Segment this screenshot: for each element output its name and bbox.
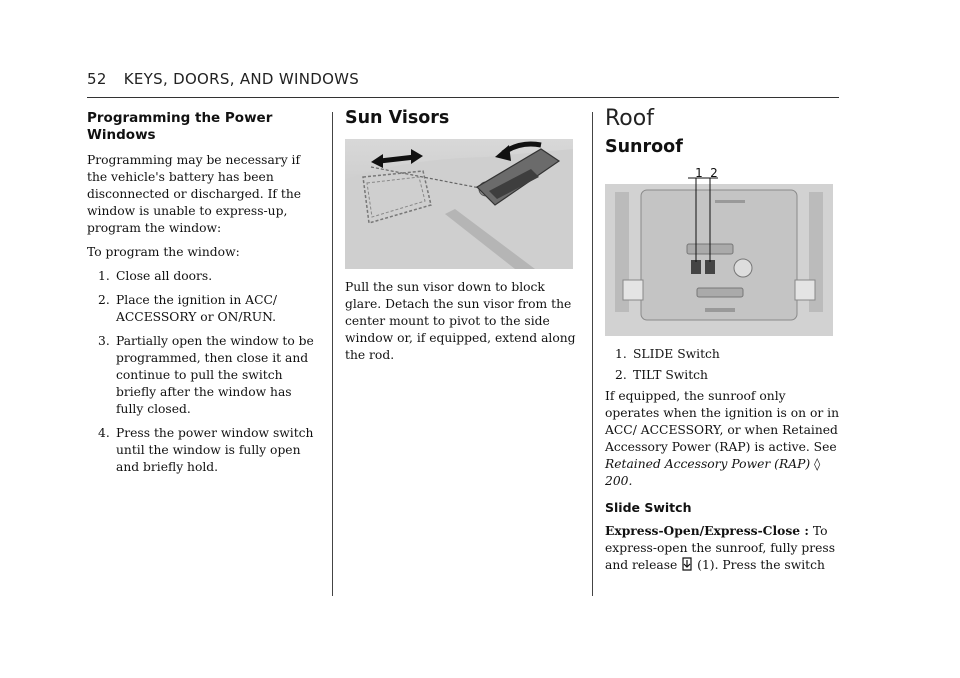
step-text: Place the ignition in ACC/ ACCESSORY or ON/RUN. (116, 293, 278, 324)
list-item (87, 292, 319, 326)
term-body: To express-open the sunroof, fully press and release (605, 524, 836, 572)
paragraph-intro: Programming may be necessary if the vehicle's battery has been disconnected or discharged. If the window is unable to express-up, program the window: (87, 153, 302, 235)
legend-text: TILT Switch (633, 368, 708, 382)
column-divider (592, 112, 593, 596)
paragraph-sunroof-text: If equipped, the sunroof only operates when the ignition is on or in ACC/ ACCESSORY, or when Retained Accessory Power (RAP) is active. See (605, 389, 839, 454)
paragraph-express-open (605, 522, 840, 577)
sun-visor-illustration (345, 139, 573, 269)
step-number: 1. (98, 269, 110, 283)
paragraph-visor: Pull the sun visor down to block glare. Detach the sun visor from the center mount to pivot to the side window or, if equipped, extend along the rod. (345, 280, 576, 362)
paragraph-sunroof (605, 388, 840, 490)
step-text: Press the power window switch until the window is fully open and briefly hold. (116, 426, 314, 474)
reference-page: 200. (605, 474, 633, 488)
step-number: 4. (98, 426, 110, 440)
list-item (87, 333, 319, 418)
page-number: 52 (87, 70, 107, 88)
legend-number: 2. (615, 368, 627, 382)
header-rule (87, 97, 839, 98)
legend-number: 1. (615, 347, 627, 361)
sunroof-slide-icon (681, 557, 693, 577)
list-item (87, 425, 319, 476)
column-programming (87, 110, 319, 483)
list-item (605, 346, 840, 363)
paragraph-lead: To program the window: (87, 245, 240, 259)
heading-slide-switch: Slide Switch (605, 500, 692, 515)
callout-1: 1 (695, 166, 703, 180)
legend-list (605, 346, 840, 384)
list-item (605, 367, 840, 384)
step-text: Partially open the window to be programmed, then close it and continue to pull the switch briefly after the window has fully closed. (116, 334, 314, 416)
column-sun-visors (345, 110, 580, 371)
cross-reference-link[interactable]: Retained Accessory Power (RAP) (605, 457, 811, 471)
list-item (87, 268, 319, 285)
step-text: Close all doors. (116, 269, 213, 283)
heading-sun-visors: Sun Visors (345, 108, 450, 128)
term-express-open: Express-Open/Express-Close : (605, 523, 809, 538)
term-body-continued: (1). Press the switch (697, 558, 825, 572)
column-roof (605, 106, 840, 584)
column-divider (332, 112, 333, 596)
page-header (87, 70, 359, 88)
sunroof-controls-illustration (605, 166, 833, 336)
legend-text: SLIDE Switch (633, 347, 720, 361)
callout-2: 2 (710, 166, 718, 180)
steps-list (87, 268, 319, 476)
section-title: KEYS, DOORS, AND WINDOWS (123, 70, 360, 88)
heading-roof: Roof (605, 106, 654, 131)
step-number: 2. (98, 293, 110, 307)
reference-arrow-icon: ◊ (814, 457, 821, 471)
step-number: 3. (98, 334, 110, 348)
heading-sunroof: Sunroof (605, 137, 683, 157)
heading-programming-windows: Programming the Power Windows (87, 110, 273, 143)
